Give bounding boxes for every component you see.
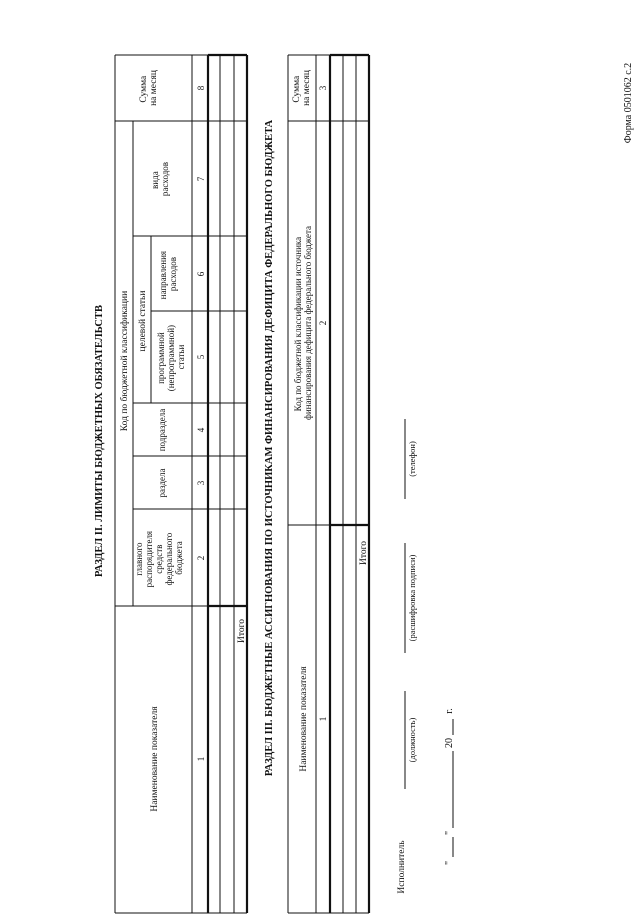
- s2-num-2: 2: [196, 555, 206, 561]
- s2-num-1: 1: [196, 756, 206, 762]
- s2-num-6: 6: [196, 271, 206, 277]
- s3-num-1: 1: [318, 716, 328, 722]
- section3-title: РАЗДЕЛ III. БЮДЖЕТНЫЕ АССИГНОВАНИЯ ПО ИСТОЧНИКАМ ФИНАНСИРОВАНИЯ ДЕФИЦИТА ФЕДЕРАЛЬНОГО БЮДЖЕТА: [264, 119, 275, 777]
- s2-col-direction: направления расходов: [158, 250, 178, 300]
- date-quote-close: ": [444, 830, 455, 836]
- s2-col-code-group: Код по бюджетной классификации: [120, 290, 130, 432]
- s2-num-4: 4: [196, 427, 206, 433]
- form-number: Форма 0501062 с.2: [623, 62, 634, 144]
- executor-label: Исполнитель: [397, 840, 407, 894]
- date-year-prefix: 20: [444, 738, 455, 748]
- s2-col-podrazdel: подраздела: [157, 408, 167, 452]
- section3-table: [288, 55, 369, 913]
- s2-col-name: Наименование показателя: [150, 706, 160, 812]
- section2-table: [115, 55, 247, 913]
- s2-total-label: Итого: [237, 619, 247, 644]
- s2-col-grbs: главного распорядителя средств федерального бюджета: [134, 530, 184, 588]
- s2-num-8: 8: [196, 85, 206, 91]
- s2-num-5: 5: [196, 354, 206, 360]
- s2-col-sum: Сумма на месяц: [139, 70, 159, 106]
- section2-title: РАЗДЕЛ II. ЛИМИТЫ БЮДЖЕТНЫХ ОБЯЗАТЕЛЬСТВ: [94, 304, 105, 578]
- s3-total-label: Итого: [359, 541, 369, 566]
- date-quote-open: ": [444, 860, 455, 866]
- s3-num-2: 2: [318, 320, 328, 326]
- s2-col-target-group: целевой статьи: [138, 290, 148, 352]
- date-year-suffix: г.: [444, 708, 455, 714]
- phone-caption: (телефон): [407, 441, 417, 477]
- s2-num-3: 3: [196, 480, 206, 486]
- s3-num-3: 3: [318, 85, 328, 91]
- s2-num-7: 7: [196, 176, 206, 182]
- s3-col-code: Код по бюджетной классификации источника финансирования дефицита федерального бюджета: [293, 225, 313, 421]
- s3-col-sum: Сумма на месяц: [292, 70, 312, 106]
- s2-col-razdel: раздела: [157, 468, 167, 498]
- s2-col-vid: вида расходов: [150, 161, 170, 197]
- position-caption: (должность): [407, 717, 417, 763]
- signature-caption: (расшифровка подписи): [407, 554, 417, 642]
- s2-col-program: программной (непрограммной) статьи: [156, 324, 186, 392]
- s3-col-name: Наименование показателя: [299, 666, 309, 772]
